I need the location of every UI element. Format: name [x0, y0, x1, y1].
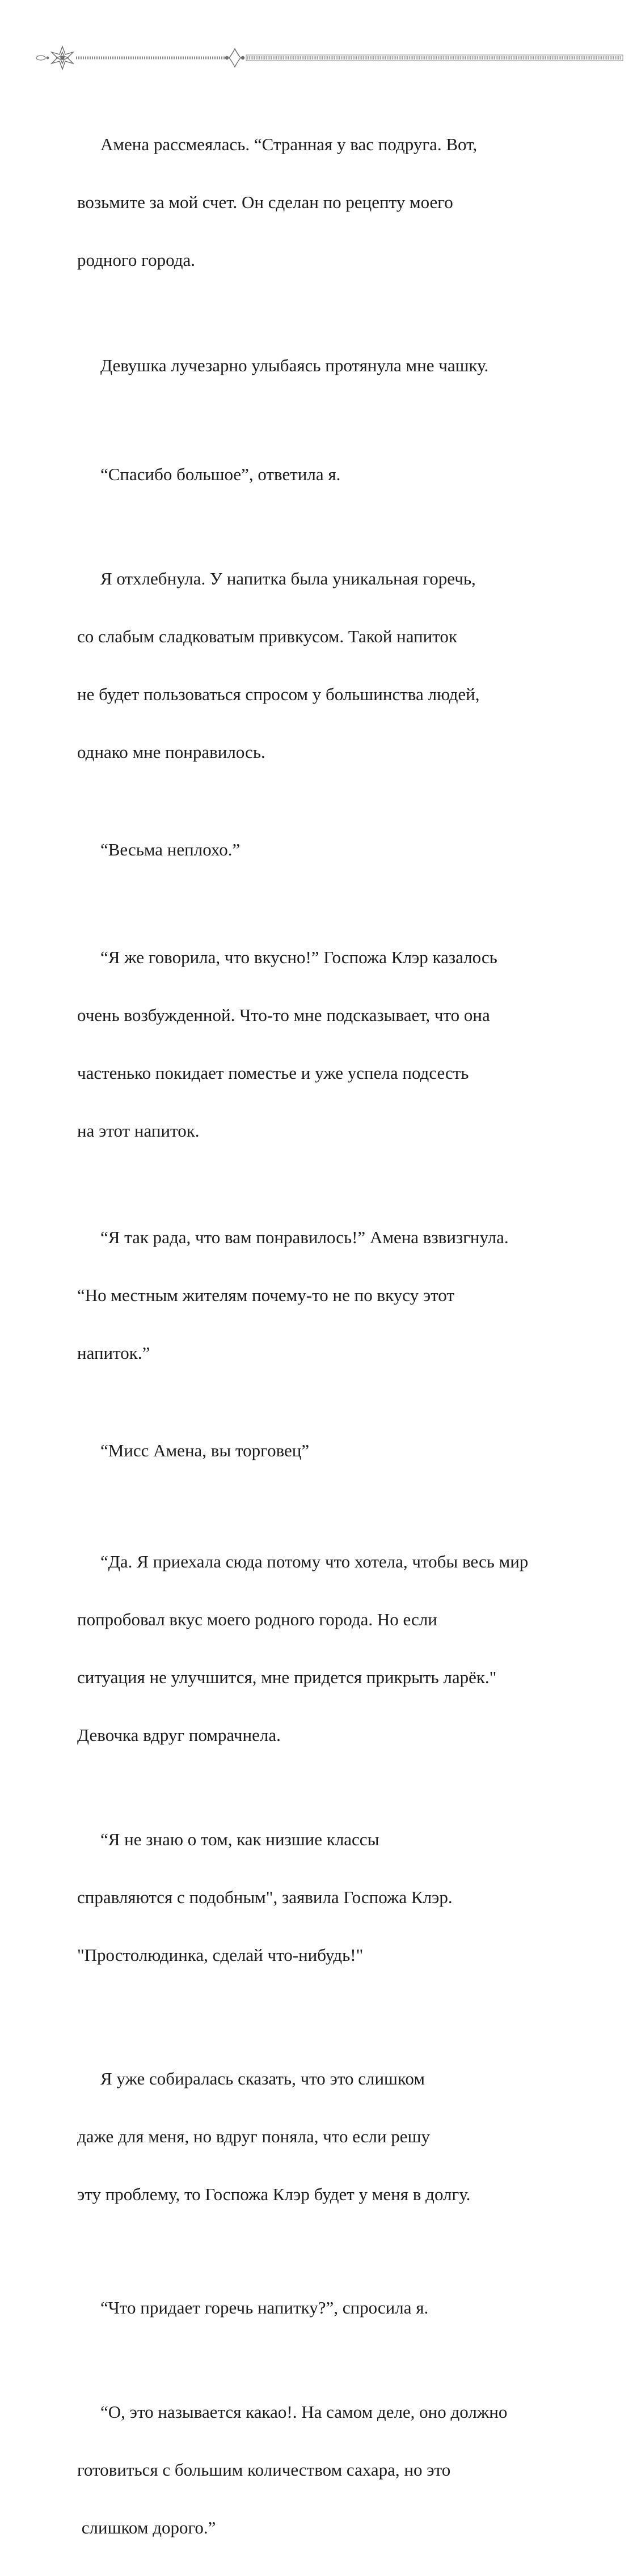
- text-line: даже для меня, но вдруг поняла, что если решу: [77, 2126, 430, 2146]
- text-line: "Простолюдинка, сделай что-нибудь!": [77, 1945, 364, 1965]
- text-line: “Что придает горечь напитку?”, спросила я.: [100, 2298, 429, 2317]
- paragraph: [77, 1791, 588, 2003]
- paragraph: [77, 2364, 588, 2576]
- paragraph: [77, 909, 588, 1179]
- text-line: “Да. Я приехала сюда потому что хотела, чтобы весь мир: [100, 1552, 529, 1571]
- ornament-divider-icon: [35, 45, 625, 70]
- text-line: напиток.”: [77, 1343, 150, 1363]
- paragraph: [77, 1514, 588, 1783]
- text-line: справляются с подобным", заявила Госпожа Клэр.: [77, 1887, 453, 1907]
- paragraph: [77, 2031, 588, 2243]
- text-line: Девушка лучезарно улыбаясь протянула мне чашку.: [100, 355, 489, 375]
- text-line: “Я не знаю о том, как низшие классы: [100, 1829, 379, 1849]
- text-line: “Мисс Амена, вы торговец”: [100, 1440, 310, 1460]
- paragraph: [77, 2260, 588, 2356]
- text-line: однако мне понравилось.: [77, 742, 265, 762]
- paragraph: [77, 1403, 588, 1499]
- paragraph: [77, 531, 588, 800]
- text-line: “Но местным жителям почему-то не по вкусу этот: [77, 1285, 454, 1305]
- text-line: Я отхлебнула. У напитка была уникальная горечь,: [100, 569, 476, 588]
- text-line: слишком дорого.”: [77, 2518, 216, 2537]
- main-text: [77, 91, 588, 2576]
- text-line: Я уже собиралась сказать, что это слишком: [100, 2069, 425, 2088]
- text-line: попробовал вкус моего родного города. Но если: [77, 1609, 437, 1629]
- text-line: “Я же говорила, что вкусно!” Госпожа Клэр казалось: [100, 947, 497, 967]
- text-line: ситуация не улучшится, мне придется прикрыть ларёк.": [77, 1667, 497, 1687]
- text-line: родного города.: [77, 250, 195, 270]
- text-line: Амена рассмеялась. “Странная у вас подруга. Вот,: [100, 134, 478, 154]
- paragraph: [77, 1189, 588, 1401]
- text-line: очень возбужденной. Что-то мне подсказывает, что она: [77, 1005, 490, 1025]
- text-line: возьмите за мой счет. Он сделан по рецепту моего: [77, 192, 453, 212]
- text-line: со слабым сладковатым привкусом. Такой напиток: [77, 626, 457, 646]
- text-line: Девочка вдруг помрачнела.: [77, 1725, 281, 1745]
- text-line: частенько покидает поместье и уже успела подсесть: [77, 1063, 469, 1083]
- paragraph: [77, 426, 588, 523]
- text-line: “Спасибо большое”, ответила я.: [100, 464, 341, 484]
- paragraph: [77, 802, 588, 898]
- text-line: “Я так рада, что вам понравилось!” Амена взвизгнула.: [100, 1227, 509, 1247]
- paragraph: [77, 317, 588, 414]
- text-line: на этот напиток.: [77, 1121, 200, 1141]
- text-line: эту проблему, то Госпожа Клэр будет у меня в долгу.: [77, 2184, 471, 2204]
- text-line: “Весьма неплохо.”: [100, 840, 241, 859]
- text-line: готовиться с большим количеством сахара, но это: [77, 2460, 451, 2480]
- text-line: “О, это называется какао!. На самом деле, оно должно: [100, 2402, 508, 2422]
- paragraph: [77, 96, 588, 308]
- text-line: не будет пользоваться спросом у большинства людей,: [77, 684, 480, 704]
